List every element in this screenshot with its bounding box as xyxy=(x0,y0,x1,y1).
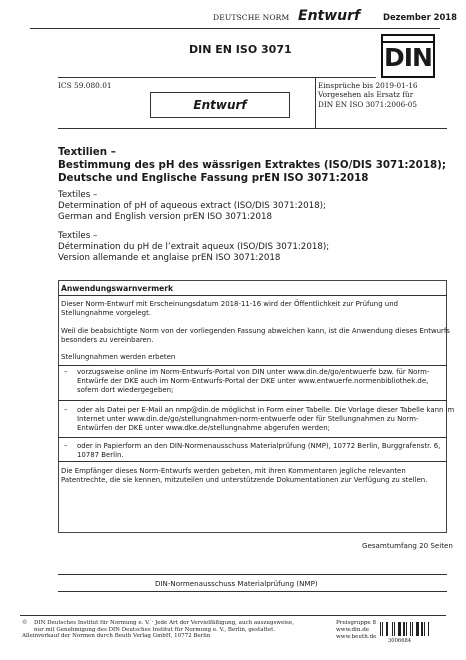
draft-box: Entwurf xyxy=(150,92,290,118)
title-french-line: Détermination du pH de l’extrait aqueux (ISO/DIS 3071:2018); xyxy=(58,242,330,252)
list-item-line: Entwürfen der DKE unter www.dke.de/stellungnahme abgerufen werden; xyxy=(77,423,330,432)
warning-heading: Anwendungswarnvermerk xyxy=(61,284,174,293)
total-pages: Gesamtumfang 20 Seiten xyxy=(362,541,453,550)
title-rule xyxy=(58,77,376,78)
barcode-bar xyxy=(396,622,397,636)
list-item-line: Entwürfe der DKE auch im Norm-Entwurfs-Portal der DKE unter www.entwuerfe.normenbibliothek.de, xyxy=(77,376,429,385)
bullet-dash: – xyxy=(64,368,68,376)
replacement-label: Vorgesehen als Ersatz für xyxy=(318,90,414,100)
standard-number: DIN EN ISO 3071 xyxy=(189,43,292,56)
bullet-rule xyxy=(58,400,447,401)
barcode-bar xyxy=(426,622,427,636)
title-french-line: Version allemande et anglaise prEN ISO 3071:2018 xyxy=(58,253,281,263)
barcode-number: 3006684 xyxy=(388,638,412,644)
paragraph-line: Patentrechte, die sie kennen, mitzuteilen und unterstützende Dokumentationen zur Verfügung zu stellen. xyxy=(61,475,428,484)
title-english-line: Determination of pH of aqueous extract (ISO/DIS 3071:2018); xyxy=(58,201,326,211)
din-website: www.din.de xyxy=(336,627,370,633)
title-french xyxy=(58,231,448,264)
warning-paragraph xyxy=(61,353,441,362)
list-item-line: oder in Papierform an den DIN-Normenausschuss Materialprüfung (NMP), 10772 Berlin, Burggrafenstr. 6, xyxy=(77,442,441,450)
bullet-dash: – xyxy=(64,406,68,414)
list-item-line: sofern dort wiedergegeben; xyxy=(77,385,174,394)
legal-line: nur mit Genehmigung des DIN Deutsches Institut für Normung e. V., Berlin, gestattet. xyxy=(34,626,276,633)
paragraph-line: Dieser Norm-Entwurf mit Erscheinungsdatum 2018-11-16 wird der Öffentlichkeit zur Prüfung und xyxy=(61,300,399,308)
meta-info xyxy=(318,81,418,109)
title-english xyxy=(58,190,448,223)
barcode-bar xyxy=(417,622,418,636)
barcode-bar xyxy=(398,622,399,636)
barcode-bar xyxy=(406,622,407,636)
list-item xyxy=(64,442,439,462)
price-group: Preisgruppe 8 xyxy=(336,620,377,626)
paragraph-line: besonders zu vereinbaren. xyxy=(61,335,154,344)
bullet-rule xyxy=(58,461,447,462)
footer-rule xyxy=(58,574,447,575)
price-info xyxy=(336,620,377,641)
title-english-line: Textiles – xyxy=(58,190,98,200)
title-german-line: Textilien – xyxy=(58,146,116,158)
beuth-website: www.beuth.de xyxy=(336,634,377,640)
warning-heading-rule xyxy=(58,295,447,296)
list-item xyxy=(64,406,455,434)
barcode-bar xyxy=(392,622,393,636)
meta-divider xyxy=(315,77,316,128)
warning-paragraph xyxy=(61,467,441,485)
barcode xyxy=(380,622,430,636)
legal-notice xyxy=(22,620,332,640)
barcode-bar xyxy=(386,622,387,636)
title-german-line: Bestimmung des pH des wässrigen Extraktes (ISO/DIS 3071:2018); xyxy=(58,159,446,171)
barcode-bar xyxy=(416,622,417,636)
barcode-bar xyxy=(382,622,383,636)
ics-code: ICS 59.080.01 xyxy=(58,81,112,90)
title-german xyxy=(58,146,448,185)
barcode-bar xyxy=(410,622,411,636)
barcode-bar xyxy=(403,622,405,636)
title-english-line: German and English version prEN ISO 3071:2018 xyxy=(58,212,273,222)
barcode-bar xyxy=(412,622,413,636)
paragraph-line: Die Empfänger dieses Norm-Entwurfs werden gebeten, mit ihren Kommentaren jegliche relevanten xyxy=(61,467,406,475)
list-item-line: 10787 Berlin. xyxy=(77,450,124,459)
barcode-bar xyxy=(420,622,421,636)
barcode-bar xyxy=(428,622,429,636)
bullet-dash: – xyxy=(64,442,68,450)
bullet-rule xyxy=(58,437,447,438)
title-french-line: Textiles – xyxy=(58,231,98,241)
barcode-bar xyxy=(399,622,400,636)
objection-deadline: Einsprüche bis 2019-01-16 xyxy=(318,81,418,90)
meta-rule xyxy=(58,128,447,129)
barcode-bar xyxy=(408,622,409,636)
legal-line: Alleinverkauf der Normen durch Beuth Verlag GmbH, 10772 Berlin xyxy=(22,633,211,639)
din-logo-text: DIN xyxy=(384,43,432,72)
list-item-line: oder als Datei per E-Mail an nmp@din.de möglichst in Form einer Tabelle. Die Vorlage dieser Tabelle kann im xyxy=(77,406,455,414)
legal-line: DIN Deutsches Institut für Normung e. V. · Jede Art der Vervielfältigung, auch auszugsweise, xyxy=(34,620,294,626)
paragraph-line: Stellungnahmen werden erbeten xyxy=(61,353,176,361)
din-logo xyxy=(381,34,435,78)
barcode-bar xyxy=(383,622,384,636)
committee-name: DIN-Normenausschuss Materialprüfung (NMP) xyxy=(155,579,318,588)
footer-rule xyxy=(58,591,447,592)
barcode-bar xyxy=(394,622,395,636)
warning-paragraph xyxy=(61,300,441,318)
replaced-standard: DIN EN ISO 3071:2006-05 xyxy=(318,99,417,109)
bullet-rule xyxy=(58,365,447,366)
barcode-bar xyxy=(402,622,403,636)
list-item-line: Internet unter www.din.de/go/stellungnahmen-norm-entwuerfe oder für Stellungnahmen zu Norm- xyxy=(77,414,419,423)
title-german-line: Deutsche und Englische Fassung prEN ISO 3071:2018 xyxy=(58,172,369,184)
issue-date: Dezember 2018 xyxy=(383,12,457,22)
header-rule xyxy=(30,28,440,29)
barcode-bar xyxy=(414,622,415,636)
barcode-bar xyxy=(424,622,425,636)
status-label: Entwurf xyxy=(298,8,361,24)
barcode-bar xyxy=(421,622,423,636)
paragraph-line: Stellungnahme vorgelegt. xyxy=(61,308,151,317)
norm-label: DEUTSCHE NORM xyxy=(213,13,290,22)
warning-paragraph xyxy=(61,327,450,345)
paragraph-line: Weil die beabsichtigte Norm von der vorliegenden Fassung abweichen kann, ist die Anwendung dieses Entwurfs xyxy=(61,327,450,335)
list-item xyxy=(64,368,439,396)
copyright-symbol: © xyxy=(22,620,28,626)
barcode-bar xyxy=(387,622,388,636)
legal-rule xyxy=(20,615,446,616)
barcode-bar xyxy=(380,622,381,636)
barcode-bar xyxy=(389,622,391,636)
list-item-line: vorzugsweise online im Norm-Entwurfs-Portal von DIN unter www.din.de/go/entwuerfe bzw. für Norm- xyxy=(77,368,430,376)
